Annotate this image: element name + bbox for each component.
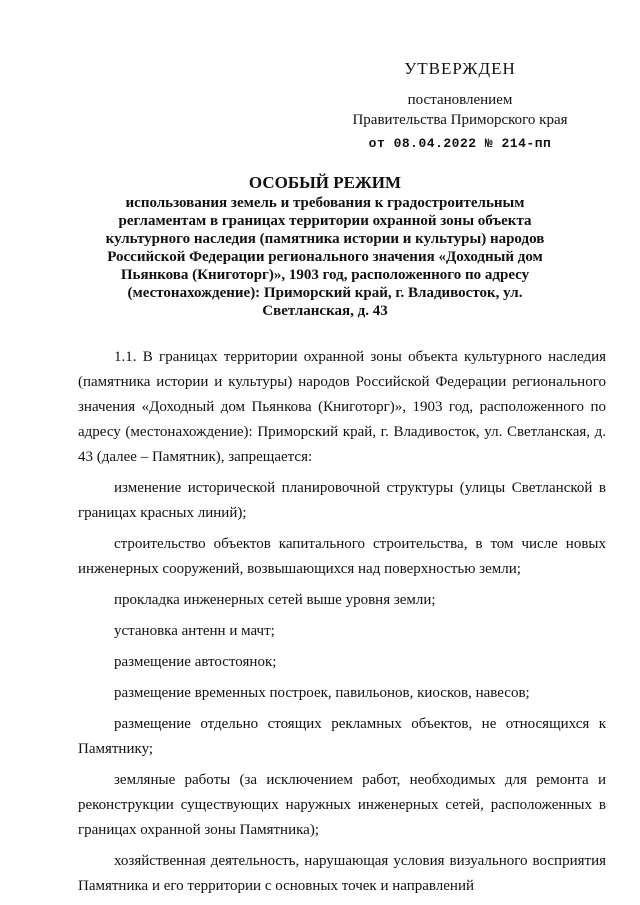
- decree-label: постановлением: [407, 92, 513, 108]
- list-item: размещение временных построек, павильонов, киосков, навесов;: [114, 685, 530, 701]
- list-item: установка антенн и мачт;: [114, 623, 275, 639]
- list-item: прокладка инженерных сетей выше уровня земли;: [114, 592, 436, 608]
- decree-date-number: от 08.04.2022 № 214-пп: [368, 136, 552, 151]
- list-item: размещение автостоянок;: [114, 654, 277, 670]
- list-item: строительство объектов капитального строительства, в том числе новых инженерных сооружений, возвышающихся над поверхностью земли;: [78, 536, 606, 577]
- list-item: земляные работы (за исключением работ, необходимых для ремонта и реконструкции существующих наружных инженерных сетей, расположенных в границах охранной зоны Памятника);: [78, 772, 606, 838]
- intro-paragraph: 1.1. В границах территории охранной зоны объекта культурного наследия (памятника истории и культуры) народов Российской Федерации регионального значения «Доходный дом Пьянкова (Книготорг)», 1903 год, расположенного по адресу (местонахождение): Приморский край, г. Владивосток, ул. Светланская, д. 43 (далее – Памятник), запрещается:: [78, 349, 606, 465]
- document-body: [78, 345, 606, 905]
- list-item: размещение отдельно стоящих рекламных объектов, не относящихся к Памятнику;: [78, 716, 606, 757]
- list-item: хозяйственная деятельность, нарушающая условия визуального восприятия Памятника и его территории с основных точек и направлений: [78, 853, 606, 894]
- title-block: [90, 172, 560, 320]
- government-label: Правительства Приморского края: [352, 112, 568, 128]
- list-item: изменение исторической планировочной структуры (улицы Светланской в границах красных линий);: [78, 480, 606, 521]
- approval-stamp: [320, 58, 600, 151]
- approved-label: УТВЕРЖДЕН: [404, 59, 516, 78]
- document-subtitle: использования земель и требования к градостроительным регламентам в границах территории охранной зоны объекта культурного наследия (памятника истории и культуры) народов Российской Федерации регионального значения «Доходный дом Пьянкова (Книготорг)», 1903 год, расположенного по адресу (местонахождение): Приморский край, г. Владивосток, ул. Светланская, д. 43: [105, 195, 545, 319]
- document-title: ОСОБЫЙ РЕЖИМ: [248, 173, 402, 192]
